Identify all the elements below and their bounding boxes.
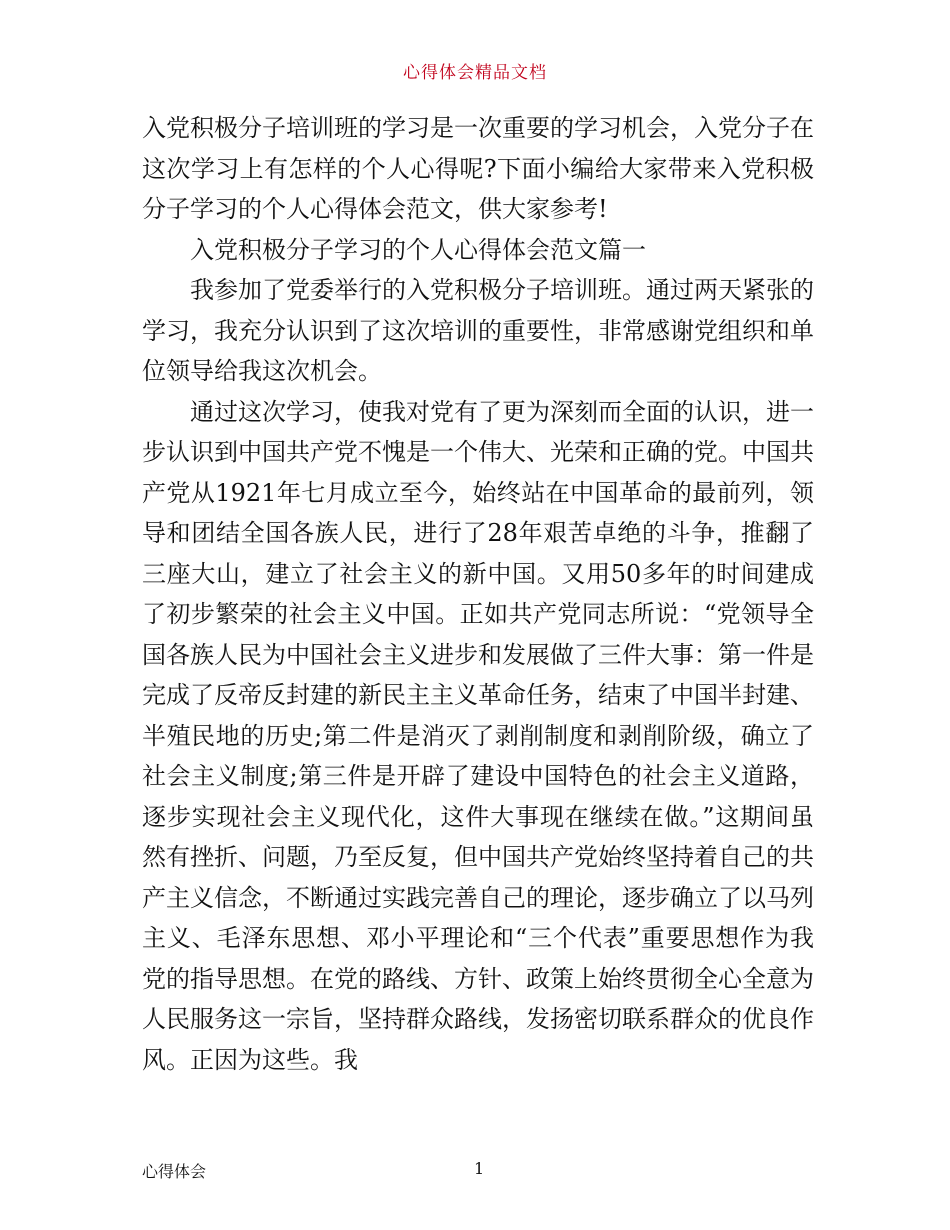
footer-label: 心得体会 xyxy=(142,1162,207,1181)
body-paragraph: 通过这次学习，使我对党有了更为深刻而全面的认识，进一步认识到中国共产党不愧是一个伟大、光荣和正确的党。中国共产党从1921年七月成立至今，始终站在中国革命的最前列，领导和团结全国各族人民，进行了28年艰苦卓绝的斗争，推翻了三座大山，建立了社会主义的新中国。又用50多年的时间建成了初步繁荣的社会主义中国。正如共产党同志所说：“党领导全国各族人民为中国社会主义进步和发展做了三件大事：第一件是完成了反帝反封建的新民主主义革命任务，结束了中国半封建、半殖民地的历史;第二件是消灭了剥削制度和剥削阶级，确立了社会主义制度;第三件是开辟了建设中国特色的社会主义道路，逐步实现社会主义现代化，这件大事现在继续在做。”这期间虽然有挫折、问题，乃至反复，但中国共产党始终坚持着自己的共产主义信念，不断通过实践完善自己的理论，逐步确立了以马列主义、毛泽东思想、邓小平理论和“三个代表”重要思想作为我党的指导思想。在党的路线、方针、政策上始终贯彻全心全意为人民服务这一宗旨，坚持群众路线，发扬密切联系群众的优良作风。正因为这些。我 xyxy=(142,397,814,1074)
body-paragraph: 我参加了党委举行的入党积极分子培训班。通过两天紧张的学习，我充分认识到了这次培训的重要性，非常感谢党组织和单位领导给我这次机会。 xyxy=(142,276,814,385)
section-heading: 入党积极分子学习的个人心得体会范文篇一 xyxy=(190,235,646,264)
page-header-title: 心得体会精品文档 xyxy=(403,63,547,83)
page-footer xyxy=(142,1159,814,1183)
page-number: 1 xyxy=(474,1159,485,1178)
intro-paragraph: 入党积极分子培训班的学习是一次重要的学习机会，入党分子在这次学习上有怎样的个人心得呢?下面小编给大家带来入党积极分子学习的个人心得体会范文，供大家参考! xyxy=(142,114,814,223)
document-body xyxy=(142,108,814,1080)
